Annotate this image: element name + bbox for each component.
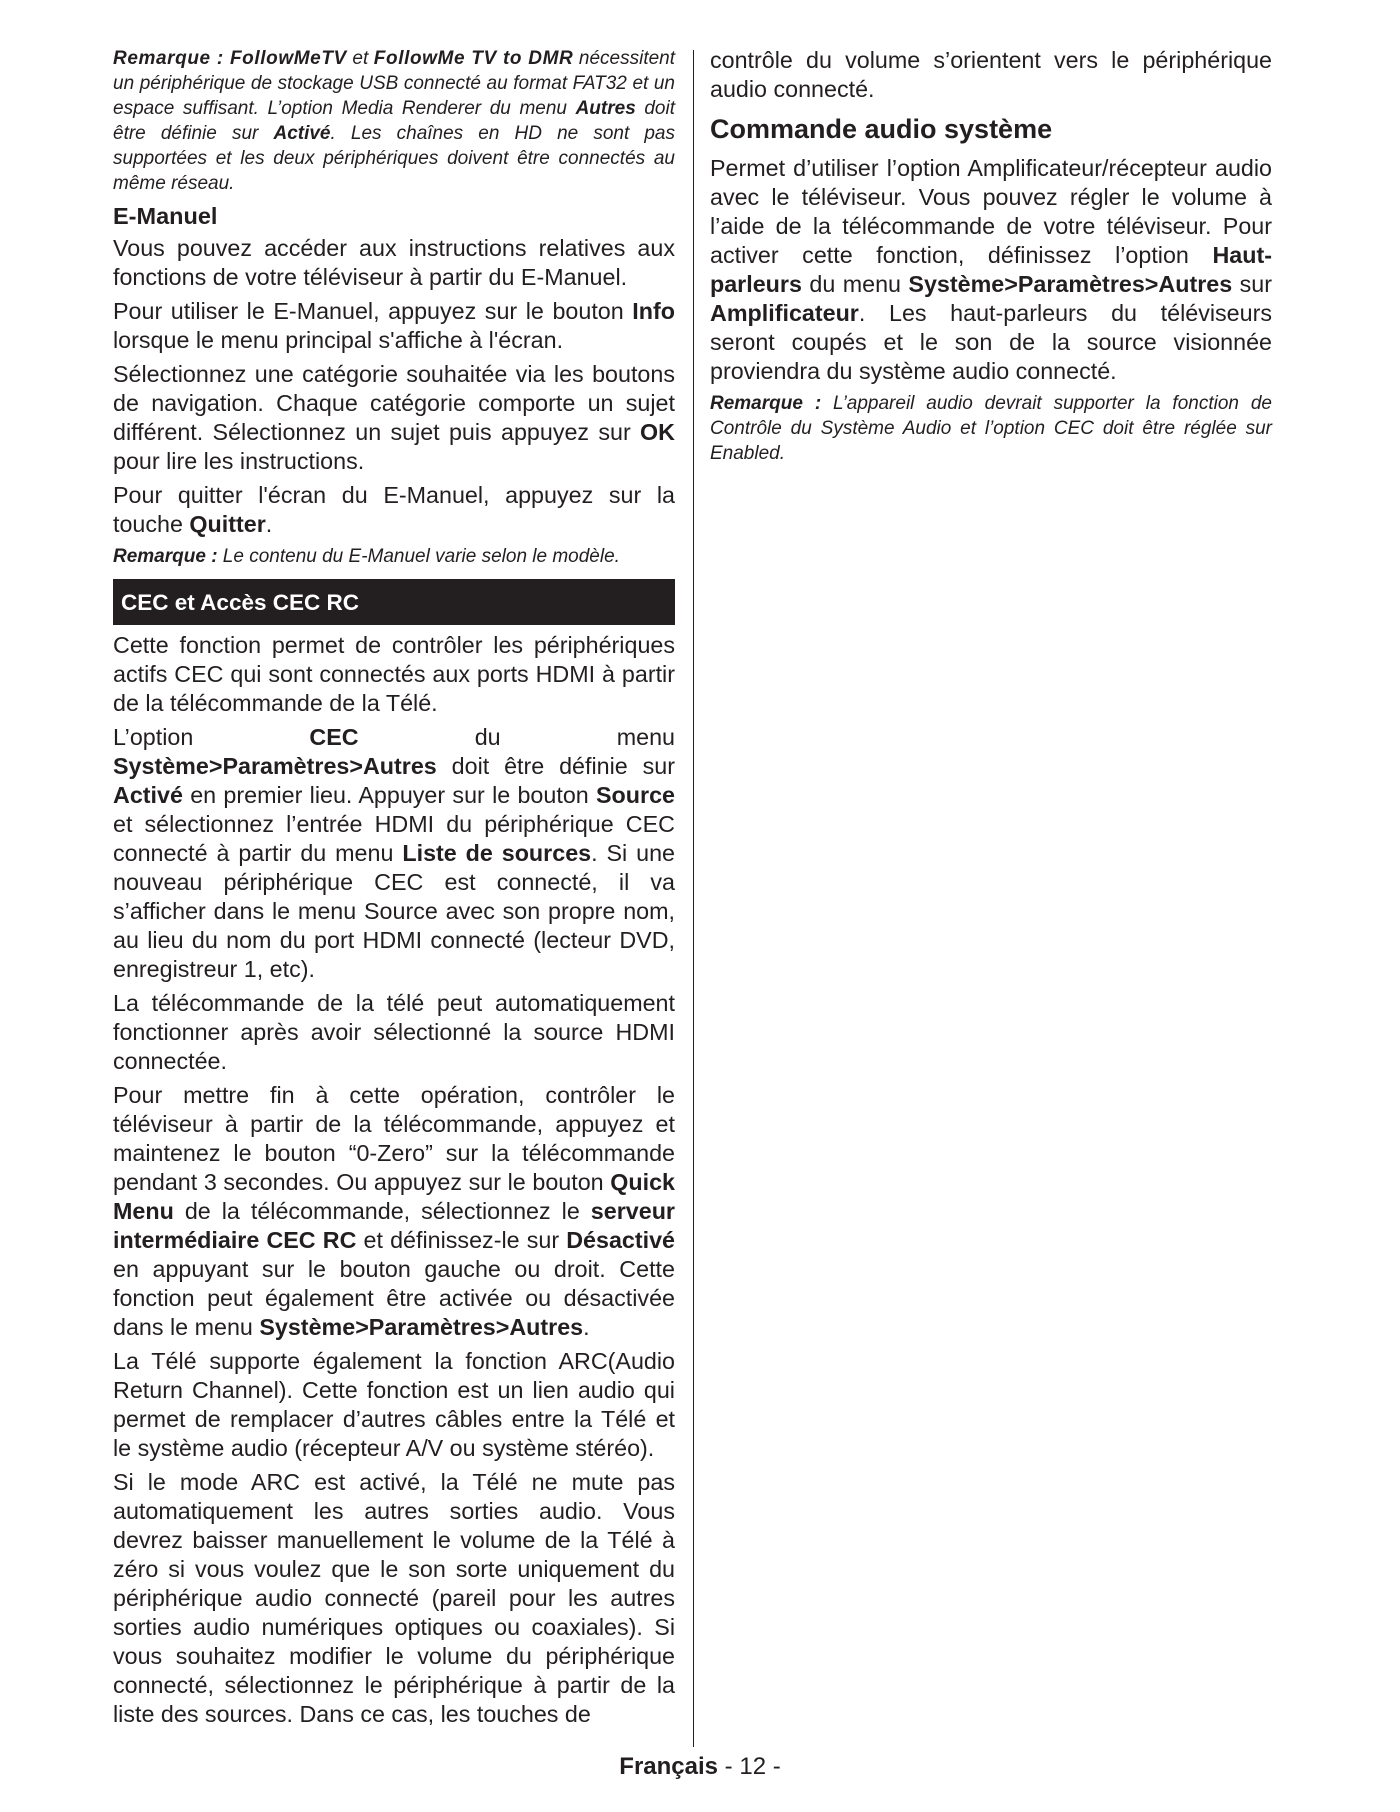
right-column [710,46,1272,471]
left-column [113,46,675,1734]
cec-paragraph-2: L’option CEC du menu Système>Paramètres>Autres doit être définie sur Activé en premier lieu. Appuyer sur le bouton Source et sélectionnez l’entrée HDMI du périphérique CEC connecté à partir du menu Liste de sources. Si une nouveau périphérique CEC est connecté, il va s’afficher dans le menu Source avec son propre nom, au lieu du nom du port HDMI connecté (lecteur DVD, enregistreur 1, etc). [113,724,675,982]
audio-system-note: Remarque : L’appareil audio devrait supporter la fonction de Contrôle du Système Audio et l’option CEC doit être réglée sur Enabled. [710,393,1272,464]
cec-paragraph-5: La Télé supporte également la fonction ARC(Audio Return Channel). Cette fonction est un lien audio qui permet de remplacer d’autres câbles entre la Télé et le système audio (récepteur A/V ou système stéréo). [113,1348,675,1461]
emanual-heading: E-Manuel [113,203,218,229]
page-number: - 12 - [718,1753,781,1780]
emanual-paragraph-4: Pour quitter l'écran du E-Manuel, appuyez sur la touche Quitter. [113,482,675,537]
note-label-followme-dmr: FollowMe TV to DMR [373,48,574,69]
page-footer [0,1752,1400,1782]
column-divider [693,50,694,1747]
continuation-paragraph: contrôle du volume s’orientent vers le périphérique audio connecté. [710,47,1272,102]
note-label-followmetv: Remarque : FollowMeTV [113,48,347,69]
cec-section-heading: CEC et Accès CEC RC [113,579,675,625]
cec-paragraph-3: La télécommande de la télé peut automatiquement fonctionner après avoir sélectionné la source HDMI connectée. [113,990,675,1074]
cec-paragraph-4: Pour mettre fin à cette opération, contrôler le téléviseur à partir de la télécommande, appuyez et maintenez le bouton “0-Zero” sur la télécommande pendant 3 secondes. Ou appuyez sur le bouton Quick Menu de la télécommande, sélectionnez le serveur intermédiaire CEC RC et définissez-le sur Désactivé en appuyant sur le bouton gauche ou droit. Cette fonction peut également être activée ou désactivée dans le menu Système>Paramètres>Autres. [113,1082,675,1340]
emanual-paragraph-1: Vous pouvez accéder aux instructions relatives aux fonctions de votre téléviseur à partir du E-Manuel. [113,235,675,290]
emanual-note: Remarque : Le contenu du E-Manuel varie selon le modèle. [113,546,620,567]
followme-note: Remarque : FollowMeTV et FollowMe TV to DMR nécessitent un périphérique de stockage USB connecté au format FAT32 et un espace suffisant. L’option Media Renderer du menu Autres doit être définie sur Activé. Les chaînes en HD ne sont pas supportées et les deux périphériques doivent être connectés au même réseau. [113,48,676,194]
audio-system-paragraph: Permet d’utiliser l’option Amplificateur/récepteur audio avec le téléviseur. Vous pouvez régler le volume à l’aide de la télécommande de votre téléviseur. Pour activer cette fonction, définissez l’option Haut-parleurs du menu Système>Paramètres>Autres sur Amplificateur. Les haut-parleurs du téléviseurs seront coupés et le son de la source visionnée proviendra du système audio connecté. [710,155,1272,384]
emanual-paragraph-3: Sélectionnez une catégorie souhaitée via les boutons de navigation. Chaque catégorie comporte un sujet différent. Sélectionnez un sujet puis appuyez sur OK pour lire les instructions. [113,361,675,474]
cec-paragraph-1: Cette fonction permet de contrôler les périphériques actifs CEC qui sont connectés aux ports HDMI à partir de la télécommande de la Télé. [113,632,675,716]
cec-paragraph-6: Si le mode ARC est activé, la Télé ne mute pas automatiquement les autres sorties audio. Vous devrez baisser manuellement le volume de la Télé à zéro si vous voulez que le son sorte uniquement du périphérique audio connecté (pareil pour les autres sorties audio numériques optiques ou coaxiales). Si vous souhaitez modifier le volume du périphérique connecté, sélectionnez le périphérique à partir de la liste des sources. Dans ce cas, les touches de [113,1469,675,1727]
audio-system-heading: Commande audio système [710,114,1053,144]
footer-language: Français [619,1753,719,1780]
emanual-paragraph-2: Pour utiliser le E-Manuel, appuyez sur le bouton Info lorsque le menu principal s'affiche à l'écran. [113,298,675,353]
